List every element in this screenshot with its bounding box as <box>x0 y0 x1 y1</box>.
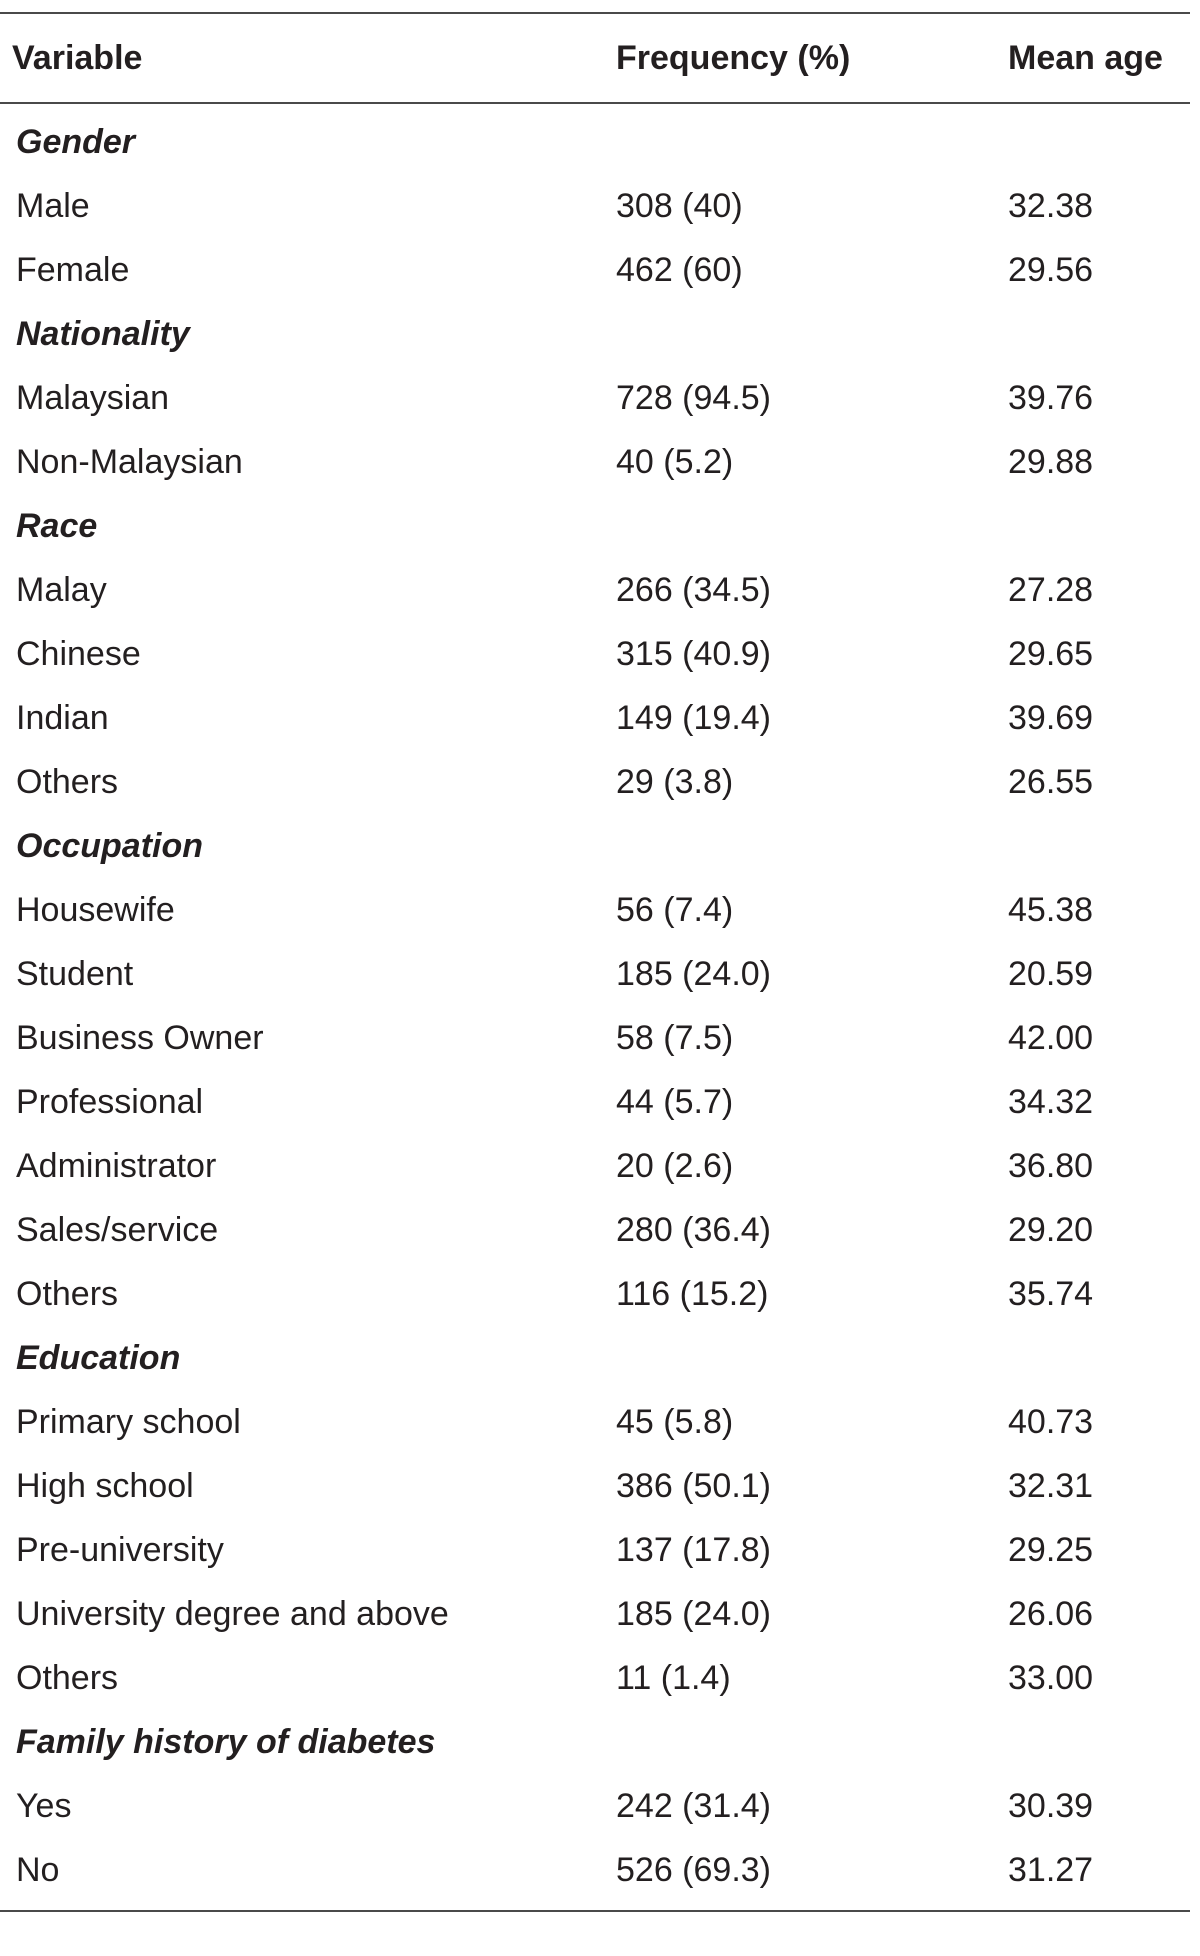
mean-age-cell: 27.28 <box>1008 570 1094 609</box>
variable-cell: Male <box>16 186 90 225</box>
table-row <box>0 1774 1190 1838</box>
mean-age-cell: 20.59 <box>1008 954 1094 993</box>
frequency-cell: 185 (24.0) <box>616 954 771 993</box>
variable-cell: Housewife <box>16 890 175 929</box>
variable-cell: Malay <box>16 570 107 609</box>
table-row <box>0 1262 1190 1326</box>
mean-age-cell: 39.69 <box>1008 698 1094 737</box>
section-label: Gender <box>16 122 136 161</box>
table-row <box>0 942 1190 1006</box>
table-row <box>0 558 1190 622</box>
demographics-table <box>0 12 1190 1912</box>
table-section-row <box>0 302 1190 366</box>
section-label: Nationality <box>16 314 190 353</box>
frequency-cell: 526 (69.3) <box>616 1850 771 1889</box>
variable-cell: Pre-university <box>16 1530 224 1569</box>
frequency-cell: 116 (15.2) <box>616 1274 769 1313</box>
mean-age-cell: 39.76 <box>1008 378 1094 417</box>
variable-cell: Others <box>16 1274 119 1313</box>
table-row <box>0 686 1190 750</box>
mean-age-cell: 26.55 <box>1008 762 1094 801</box>
table-row <box>0 750 1190 814</box>
table-row <box>0 1454 1190 1518</box>
table-row <box>0 1070 1190 1134</box>
mean-age-cell: 45.38 <box>1008 890 1094 929</box>
variable-cell: Business Owner <box>16 1018 264 1057</box>
mean-age-cell: 29.25 <box>1008 1530 1094 1569</box>
frequency-cell: 462 (60) <box>616 250 743 289</box>
frequency-cell: 242 (31.4) <box>616 1786 771 1825</box>
table-row <box>0 1582 1190 1646</box>
table-row <box>0 238 1190 302</box>
frequency-cell: 44 (5.7) <box>616 1082 734 1121</box>
mean-age-cell: 29.20 <box>1008 1210 1094 1249</box>
frequency-cell: 56 (7.4) <box>616 890 734 929</box>
frequency-cell: 58 (7.5) <box>616 1018 734 1057</box>
variable-cell: Student <box>16 954 134 993</box>
variable-cell: Yes <box>16 1786 72 1825</box>
variable-cell: Non-Malaysian <box>16 442 243 481</box>
frequency-cell: 40 (5.2) <box>616 442 734 481</box>
header-variable: Variable <box>12 38 143 77</box>
variable-cell: Others <box>16 762 119 801</box>
mean-age-cell: 29.56 <box>1008 250 1094 289</box>
mean-age-cell: 34.32 <box>1008 1082 1094 1121</box>
variable-cell: Malaysian <box>16 378 170 417</box>
variable-cell: University degree and above <box>16 1594 449 1633</box>
table-row <box>0 1198 1190 1262</box>
variable-cell: Sales/service <box>16 1210 219 1249</box>
frequency-cell: 280 (36.4) <box>616 1210 771 1249</box>
frequency-cell: 386 (50.1) <box>616 1466 771 1505</box>
variable-cell: Others <box>16 1658 119 1697</box>
table-row <box>0 366 1190 430</box>
variable-cell: Indian <box>16 698 109 737</box>
frequency-cell: 266 (34.5) <box>616 570 771 609</box>
mean-age-cell: 33.00 <box>1008 1658 1094 1697</box>
mean-age-cell: 32.31 <box>1008 1466 1094 1505</box>
variable-cell: High school <box>16 1466 194 1505</box>
table-section-row <box>0 494 1190 558</box>
table-row <box>0 878 1190 942</box>
table-section-row <box>0 110 1190 174</box>
table-row <box>0 1134 1190 1198</box>
table-row <box>0 1646 1190 1710</box>
section-label: Family history of diabetes <box>16 1722 436 1761</box>
table-section-row <box>0 814 1190 878</box>
section-label: Education <box>16 1338 181 1377</box>
mean-age-cell: 30.39 <box>1008 1786 1094 1825</box>
table-section-row <box>0 1710 1190 1774</box>
mean-age-cell: 29.65 <box>1008 634 1094 673</box>
table-row <box>0 1006 1190 1070</box>
table-row <box>0 1518 1190 1582</box>
table-bottom-rule <box>0 1910 1190 1912</box>
frequency-cell: 20 (2.6) <box>616 1146 734 1185</box>
table-row <box>0 174 1190 238</box>
mean-age-cell: 35.74 <box>1008 1274 1094 1313</box>
frequency-cell: 308 (40) <box>616 186 743 225</box>
frequency-cell: 185 (24.0) <box>616 1594 771 1633</box>
mean-age-cell: 40.73 <box>1008 1402 1094 1441</box>
variable-cell: Female <box>16 250 130 289</box>
table-section-row <box>0 1326 1190 1390</box>
mean-age-cell: 31.27 <box>1008 1850 1094 1889</box>
variable-cell: Administrator <box>16 1146 217 1185</box>
frequency-cell: 728 (94.5) <box>616 378 771 417</box>
table-row <box>0 622 1190 686</box>
frequency-cell: 45 (5.8) <box>616 1402 734 1441</box>
header-frequency: Frequency (%) <box>616 38 851 77</box>
mean-age-cell: 36.80 <box>1008 1146 1094 1185</box>
frequency-cell: 137 (17.8) <box>616 1530 771 1569</box>
frequency-cell: 11 (1.4) <box>616 1658 731 1697</box>
table-body <box>0 104 1190 1910</box>
mean-age-cell: 42.00 <box>1008 1018 1094 1057</box>
frequency-cell: 29 (3.8) <box>616 762 734 801</box>
header-mean-age: Mean age <box>1008 38 1163 77</box>
frequency-cell: 149 (19.4) <box>616 698 771 737</box>
variable-cell: No <box>16 1850 60 1889</box>
table-row <box>0 430 1190 494</box>
variable-cell: Professional <box>16 1082 204 1121</box>
section-label: Occupation <box>16 826 204 865</box>
mean-age-cell: 26.06 <box>1008 1594 1094 1633</box>
section-label: Race <box>16 506 98 545</box>
variable-cell: Primary school <box>16 1402 241 1441</box>
table-row <box>0 1390 1190 1454</box>
mean-age-cell: 32.38 <box>1008 186 1094 225</box>
table-header-row <box>0 14 1190 102</box>
mean-age-cell: 29.88 <box>1008 442 1094 481</box>
frequency-cell: 315 (40.9) <box>616 634 771 673</box>
table-row <box>0 1838 1190 1902</box>
variable-cell: Chinese <box>16 634 141 673</box>
